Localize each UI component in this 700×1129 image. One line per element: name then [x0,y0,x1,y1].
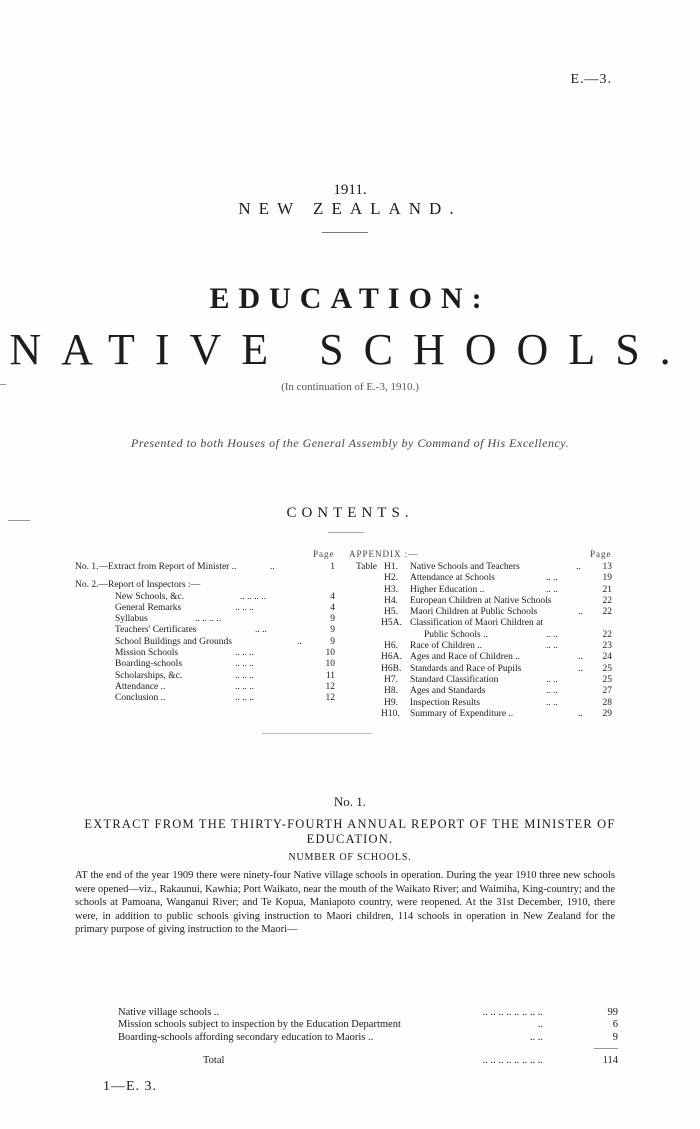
toc-item: H9. Inspection Results .. .. 28 [384,697,612,708]
subheading: NUMBER OF SCHOOLS. [288,852,412,863]
toc-item: No. 1.—Extract from Report of Minister .. .. 1 [75,562,335,572]
total-rule [594,1048,618,1049]
toc-item: Public Schools .. .. .. 22 [424,629,612,640]
country-title: NEW ZEALAND. [238,199,462,218]
continuation-note: (In continuation of E.-3, 1910.) [281,381,419,393]
section-divider [262,733,372,734]
section-headline: EXTRACT FROM THE THIRTY-FOURTH ANNUAL REPORT OF THE MINISTER OF [84,817,616,831]
toc-item: Conclusion .. .. .. .. 12 [115,693,335,704]
toc-item: No. 2.—Report of Inspectors :— [75,580,201,591]
toc-item: H6A. Ages and Race of Children .. .. 24 [381,652,612,663]
toc-item: Table H1. Native Schools and Teachers .. 13 [356,562,612,572]
title-divider [322,232,368,233]
toc-item: H7. Standard Classification .. .. 25 [384,674,612,685]
contents-right-column [356,562,612,720]
list-item: Native village schools .. .. .. .. .. .. .. .. .. 99 [118,1007,618,1018]
toc-item: H6. Race of Children .. .. .. 23 [384,641,612,652]
presentation-note: Presented to both Houses of the General Assembly by Command of His Excellency. [131,436,569,450]
toc-item: H2. Attendance at Schools .. .. 19 [384,573,612,584]
contents-heading: CONTENTS. [286,505,414,521]
toc-item: General Remarks .. .. .. 4 [115,602,335,613]
contents-divider [328,532,364,533]
margin-mark [8,520,30,521]
toc-item: H5A. Classification of Maori Children at [381,618,543,629]
toc-item: Attendance .. .. .. .. 12 [115,681,335,692]
section-number: No. 1. [333,794,367,809]
contents-left-column [75,562,335,705]
document-subtitle: NATIVE SCHOOLS. [9,325,691,374]
appendix-label: APPENDIX :— [349,549,419,559]
list-total: Total .. .. .. .. .. .. .. .. 114 [203,1055,618,1067]
list-item: Mission schools subject to inspection by the Education Department .. 6 [118,1019,618,1031]
toc-item: H3. Higher Education .. .. .. 21 [384,584,612,595]
list-item: Boarding-schools affording secondary education to Maoris .. .. .. 9 [118,1031,618,1043]
page-signature: 1—E. 3. [103,1079,158,1094]
toc-item: New Schools, &c. .. .. .. .. 4 [115,591,335,602]
toc-item: Syllabus .. .. .. .. 9 [115,614,335,625]
year: 1911. [333,182,367,198]
margin-mark [0,384,6,385]
toc-item: H5. Maori Children at Public Schools .. 22 [384,607,612,618]
toc-item: Teachers' Certificates .. .. 9 [115,625,335,636]
document-reference: E.—3. [570,72,612,87]
toc-item: H6B. Standards and Race of Pupils .. 25 [381,663,612,674]
toc-item: Boarding-schools .. .. .. 10 [115,659,335,670]
document-title: EDUCATION: [209,282,491,315]
left-page-label: Page [313,549,335,559]
body-paragraph: AT the end of the year 1909 there were ninety-four Native village schools in operation. During the year 1910 three new schools were opened—viz., Rakaunui, Kawhia; Port Waikato, near the mouth of the Waikato River; and Waimiha, King-country; and the schools at Pamoana, Wanganui River; and Te Kopua, Maniapoto country, were reopened. At the 31st December, 1910, there were, in addition to public schools giving instruction to Maori children, 114 schools in operation in New Zealand for the primary purpose of giving instruction to the Maori— [75,870,615,936]
toc-item: Scholarships, &c. .. .. .. 11 [115,670,335,681]
toc-item: School Buildings and Grounds .. 9 [115,636,335,647]
section-headline-continued: EDUCATION. [306,832,394,846]
toc-item: H10. Summary of Expenditure .. .. 29 [381,708,612,719]
right-page-label: Page [590,549,612,559]
toc-item: H4. European Children at Native Schools 22 [384,595,612,606]
toc-item: H8. Ages and Standards .. .. 27 [384,686,612,697]
toc-item: Mission Schools .. .. .. 10 [115,648,335,659]
schools-list [118,1007,618,1068]
